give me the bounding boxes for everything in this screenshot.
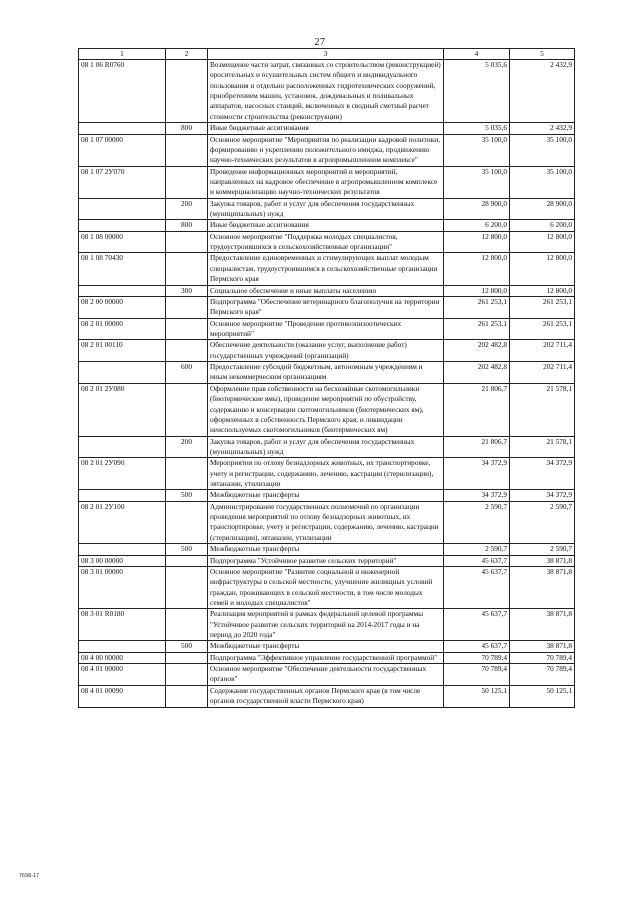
row-amount-col4: 2 590,7 xyxy=(444,501,510,543)
row-amount-col4: 28 900,0 xyxy=(444,198,510,220)
table-row xyxy=(79,566,575,608)
row-description: Социальное обеспечение и иные выплаты населению xyxy=(208,285,444,296)
row-amount-col4: 12 800,0 xyxy=(444,253,510,285)
row-expense-type: 500 xyxy=(166,490,208,501)
row-code: 08 1 07 2У070 xyxy=(79,166,166,198)
row-amount-col4: 5 035,6 xyxy=(444,60,510,123)
row-amount-col4: 202 482,8 xyxy=(444,362,510,384)
row-expense-type xyxy=(166,458,208,490)
row-expense-type xyxy=(166,231,208,253)
row-amount-col5: 6 200,0 xyxy=(510,220,575,231)
table-row xyxy=(79,609,575,641)
row-amount-col5: 38 871,8 xyxy=(510,641,575,652)
table-row xyxy=(79,685,575,707)
row-amount-col4: 12 800,0 xyxy=(444,231,510,253)
row-amount-col4: 6 200,0 xyxy=(444,220,510,231)
table-row xyxy=(79,134,575,166)
table-row xyxy=(79,166,575,198)
row-amount-col5: 35 100,0 xyxy=(510,134,575,166)
row-amount-col5: 34 372,9 xyxy=(510,458,575,490)
row-code: 08 1 07 00000 xyxy=(79,134,166,166)
row-description: Проведение информационных мероприятий и мероприятий, направленных на кадровое обеспечение в агропромышленном комплексе и коммерциализацию научно-технических результатов xyxy=(208,166,444,198)
row-expense-type xyxy=(166,383,208,436)
row-amount-col5: 2 432,9 xyxy=(510,123,575,134)
row-expense-type: 200 xyxy=(166,198,208,220)
row-code: 08 2 01 2У080 xyxy=(79,383,166,436)
table-row xyxy=(79,318,575,340)
row-code: 08 4 01 00090 xyxy=(79,685,166,707)
table-row xyxy=(79,436,575,458)
row-expense-type xyxy=(166,318,208,340)
row-code: 08 1 08 70430 xyxy=(79,253,166,285)
row-expense-type xyxy=(166,134,208,166)
table-row xyxy=(79,253,575,285)
row-description: Мероприятия по отлову безнадзорных животных, их транспортировке, учету и регистрации, содержанию, лечению, кастрации (стерилизации), эвтаназии, утилизации xyxy=(208,458,444,490)
row-amount-col5: 38 871,8 xyxy=(510,609,575,641)
row-amount-col4: 45 637,7 xyxy=(444,566,510,608)
row-amount-col5: 21 578,1 xyxy=(510,436,575,458)
row-code xyxy=(79,362,166,384)
table-row xyxy=(79,664,575,686)
row-amount-col4: 12 800,0 xyxy=(444,285,510,296)
row-amount-col5: 50 125,1 xyxy=(510,685,575,707)
row-description: Закупка товаров, работ и услуг для обеспечения государственных (муниципальных) нужд xyxy=(208,436,444,458)
row-code xyxy=(79,490,166,501)
row-amount-col4: 2 590,7 xyxy=(444,544,510,555)
table-row xyxy=(79,198,575,220)
row-code: 08 4 00 00000 xyxy=(79,652,166,663)
row-expense-type xyxy=(166,296,208,318)
table-row xyxy=(79,458,575,490)
row-code: 08 1 08 00000 xyxy=(79,231,166,253)
row-code: 08 3 00 00000 xyxy=(79,555,166,566)
row-description: Основное мероприятие "Мероприятия по реализации кадровой политики, формированию и укреплению положительного имиджа, продвижению научно-технических результатов в агропромышленном комплексе" xyxy=(208,134,444,166)
row-code: 08 2 00 00000 xyxy=(79,296,166,318)
row-description: Закупка товаров, работ и услуг для обеспечения государственных (муниципальных) нужд xyxy=(208,198,444,220)
row-amount-col5: 2 590,7 xyxy=(510,501,575,543)
table-row xyxy=(79,220,575,231)
row-code xyxy=(79,641,166,652)
row-amount-col5: 2 590,7 xyxy=(510,544,575,555)
table-row xyxy=(79,383,575,436)
row-amount-col5: 38 871,8 xyxy=(510,566,575,608)
row-amount-col5: 2 432,9 xyxy=(510,60,575,123)
row-description: Подпрограмма "Эффективное управление государственной программой" xyxy=(208,652,444,663)
header-col-2: 2 xyxy=(166,49,208,60)
row-description: Обеспечение деятельности (оказание услуг, выполнение работ) государственных учреждений (организаций) xyxy=(208,340,444,362)
row-amount-col5: 34 372,9 xyxy=(510,490,575,501)
row-expense-type: 800 xyxy=(166,220,208,231)
table-header-row xyxy=(79,49,575,60)
row-amount-col4: 45 637,7 xyxy=(444,555,510,566)
header-col-1: 1 xyxy=(79,49,166,60)
table-row xyxy=(79,544,575,555)
row-code: 08 2 01 2У100 xyxy=(79,501,166,543)
row-expense-type xyxy=(166,340,208,362)
row-description: Подпрограмма "Обеспечение ветеринарного благополучия на территории Пермского края" xyxy=(208,296,444,318)
row-expense-type xyxy=(166,555,208,566)
row-expense-type xyxy=(166,566,208,608)
table-row xyxy=(79,362,575,384)
row-amount-col4: 202 482,8 xyxy=(444,340,510,362)
row-amount-col5: 21 578,1 xyxy=(510,383,575,436)
row-code: 08 1 06 R0760 xyxy=(79,60,166,123)
table-row xyxy=(79,123,575,134)
row-description: Администрирование государственных полномочий по организации проведения мероприятий по отлову безнадзорных животных, их транспортировке, учету и регистрации, содержанию, лечению, кастрации (стерилизации), эвтаназии, утилизации xyxy=(208,501,444,543)
row-description: Предоставление субсидий бюджетным, автономным учреждениям и иным некоммерческим организациям xyxy=(208,362,444,384)
row-description: Оформление прав собственности на бесхозяйные скотомогильники (биотермические ямы), проведение мероприятий по обустройству, содержанию и консервации скотомогильников (биотермических ям), оформленных в собственность Пермского края, и ликвидации неиспользуемых скотомогильников (биотермических ям) xyxy=(208,383,444,436)
row-amount-col4: 21 806,7 xyxy=(444,436,510,458)
row-amount-col5: 202 711,4 xyxy=(510,362,575,384)
row-description: Основное мероприятие "Обеспечение деятельности государственных органов" xyxy=(208,664,444,686)
row-code xyxy=(79,123,166,134)
row-code: 08 2 01 2У090 xyxy=(79,458,166,490)
row-amount-col5: 35 100,0 xyxy=(510,166,575,198)
row-code xyxy=(79,285,166,296)
row-amount-col4: 45 637,7 xyxy=(444,609,510,641)
row-description: Иные бюджетные ассигнования xyxy=(208,123,444,134)
table-row xyxy=(79,641,575,652)
row-expense-type xyxy=(166,685,208,707)
row-code: 08 3 01 R0180 xyxy=(79,609,166,641)
table-row xyxy=(79,555,575,566)
table-row xyxy=(79,285,575,296)
header-col-5: 5 xyxy=(510,49,575,60)
row-amount-col4: 35 100,0 xyxy=(444,166,510,198)
row-code: 08 2 01 00000 xyxy=(79,318,166,340)
row-expense-type: 200 xyxy=(166,436,208,458)
row-amount-col5: 261 253,1 xyxy=(510,296,575,318)
row-amount-col5: 38 871,8 xyxy=(510,555,575,566)
row-amount-col4: 70 789,4 xyxy=(444,652,510,663)
row-expense-type xyxy=(166,652,208,663)
row-expense-type: 500 xyxy=(166,544,208,555)
row-code: 08 4 01 00000 xyxy=(79,664,166,686)
row-expense-type xyxy=(166,609,208,641)
row-amount-col4: 34 372,9 xyxy=(444,490,510,501)
table-row xyxy=(79,60,575,123)
table-row xyxy=(79,340,575,362)
row-code xyxy=(79,220,166,231)
row-expense-type: 500 xyxy=(166,641,208,652)
row-description: Основное мероприятие "Развитие социальной и инженерной инфраструктуры в сельской местности, улучшение жилищных условий граждан, проживающих в сельской местности, в том числе молодых семей и молодых специалистов" xyxy=(208,566,444,608)
row-code: 08 2 01 00110 xyxy=(79,340,166,362)
row-amount-col5: 202 711,4 xyxy=(510,340,575,362)
row-amount-col4: 35 100,0 xyxy=(444,134,510,166)
row-description: Иные бюджетные ассигнования xyxy=(208,220,444,231)
header-col-4: 4 xyxy=(444,49,510,60)
table-row xyxy=(79,490,575,501)
row-code xyxy=(79,544,166,555)
row-expense-type xyxy=(166,501,208,543)
row-amount-col5: 12 800,0 xyxy=(510,253,575,285)
table-row xyxy=(79,231,575,253)
row-amount-col4: 5 035,6 xyxy=(444,123,510,134)
row-amount-col5: 70 789,4 xyxy=(510,664,575,686)
row-expense-type xyxy=(166,60,208,123)
table-row xyxy=(79,296,575,318)
budget-table xyxy=(78,48,575,708)
row-description: Межбюджетные трансферты xyxy=(208,544,444,555)
row-description: Межбюджетные трансферты xyxy=(208,490,444,501)
page-number: 27 xyxy=(314,37,326,48)
row-amount-col4: 50 125,1 xyxy=(444,685,510,707)
row-description: Реализация мероприятий в рамках федеральной целевой программы "Устойчивое развитие сельских территорий на 2014-2017 годы и на период до 2020 года" xyxy=(208,609,444,641)
row-description: Содержание государственных органов Пермского края (в том числе органов государственной власти Пермского края) xyxy=(208,685,444,707)
row-amount-col4: 21 806,7 xyxy=(444,383,510,436)
row-amount-col4: 261 253,1 xyxy=(444,296,510,318)
row-description: Межбюджетные трансферты xyxy=(208,641,444,652)
row-expense-type xyxy=(166,664,208,686)
row-code xyxy=(79,436,166,458)
row-amount-col4: 261 253,1 xyxy=(444,318,510,340)
row-expense-type xyxy=(166,166,208,198)
row-amount-col4: 70 789,4 xyxy=(444,664,510,686)
row-expense-type: 300 xyxy=(166,285,208,296)
table-row xyxy=(79,652,575,663)
row-amount-col5: 28 900,0 xyxy=(510,198,575,220)
row-amount-col4: 34 372,9 xyxy=(444,458,510,490)
document-footer-code: 7698-17 xyxy=(19,873,40,879)
row-description: Основное мероприятие "Поддержка молодых специалистов, трудоустроившихся в сельскохозяйственные организации" xyxy=(208,231,444,253)
row-code: 08 3 01 00000 xyxy=(79,566,166,608)
row-code xyxy=(79,198,166,220)
row-description: Возмещение части затрат, связанных со строительством (реконструкцией) оросительных и осушительных систем общего и индивидуального пользования и отдельно расположенных гидротехнических сооружений, приобретением машин, установок, дождевальных и поливальных аппаратов, насосных станций, включенных в сводный сметный расчет стоимости строительства (реконструкции) xyxy=(208,60,444,123)
row-description: Подпрограмма "Устойчивое развитие сельских территорий" xyxy=(208,555,444,566)
header-col-3: 3 xyxy=(208,49,444,60)
table-row xyxy=(79,501,575,543)
row-amount-col5: 261 253,1 xyxy=(510,318,575,340)
row-description: Предоставление единовременных и стимулирующих выплат молодым специалистам, трудоустроившимся в сельскохозяйственные организации Пермского края xyxy=(208,253,444,285)
row-expense-type xyxy=(166,253,208,285)
row-amount-col5: 12 800,0 xyxy=(510,285,575,296)
row-amount-col5: 12 800,0 xyxy=(510,231,575,253)
row-amount-col5: 70 789,4 xyxy=(510,652,575,663)
row-expense-type: 600 xyxy=(166,362,208,384)
row-expense-type: 800 xyxy=(166,123,208,134)
row-description: Основное мероприятие "Проведение противоэпизоотических мероприятий" xyxy=(208,318,444,340)
row-amount-col4: 45 637,7 xyxy=(444,641,510,652)
